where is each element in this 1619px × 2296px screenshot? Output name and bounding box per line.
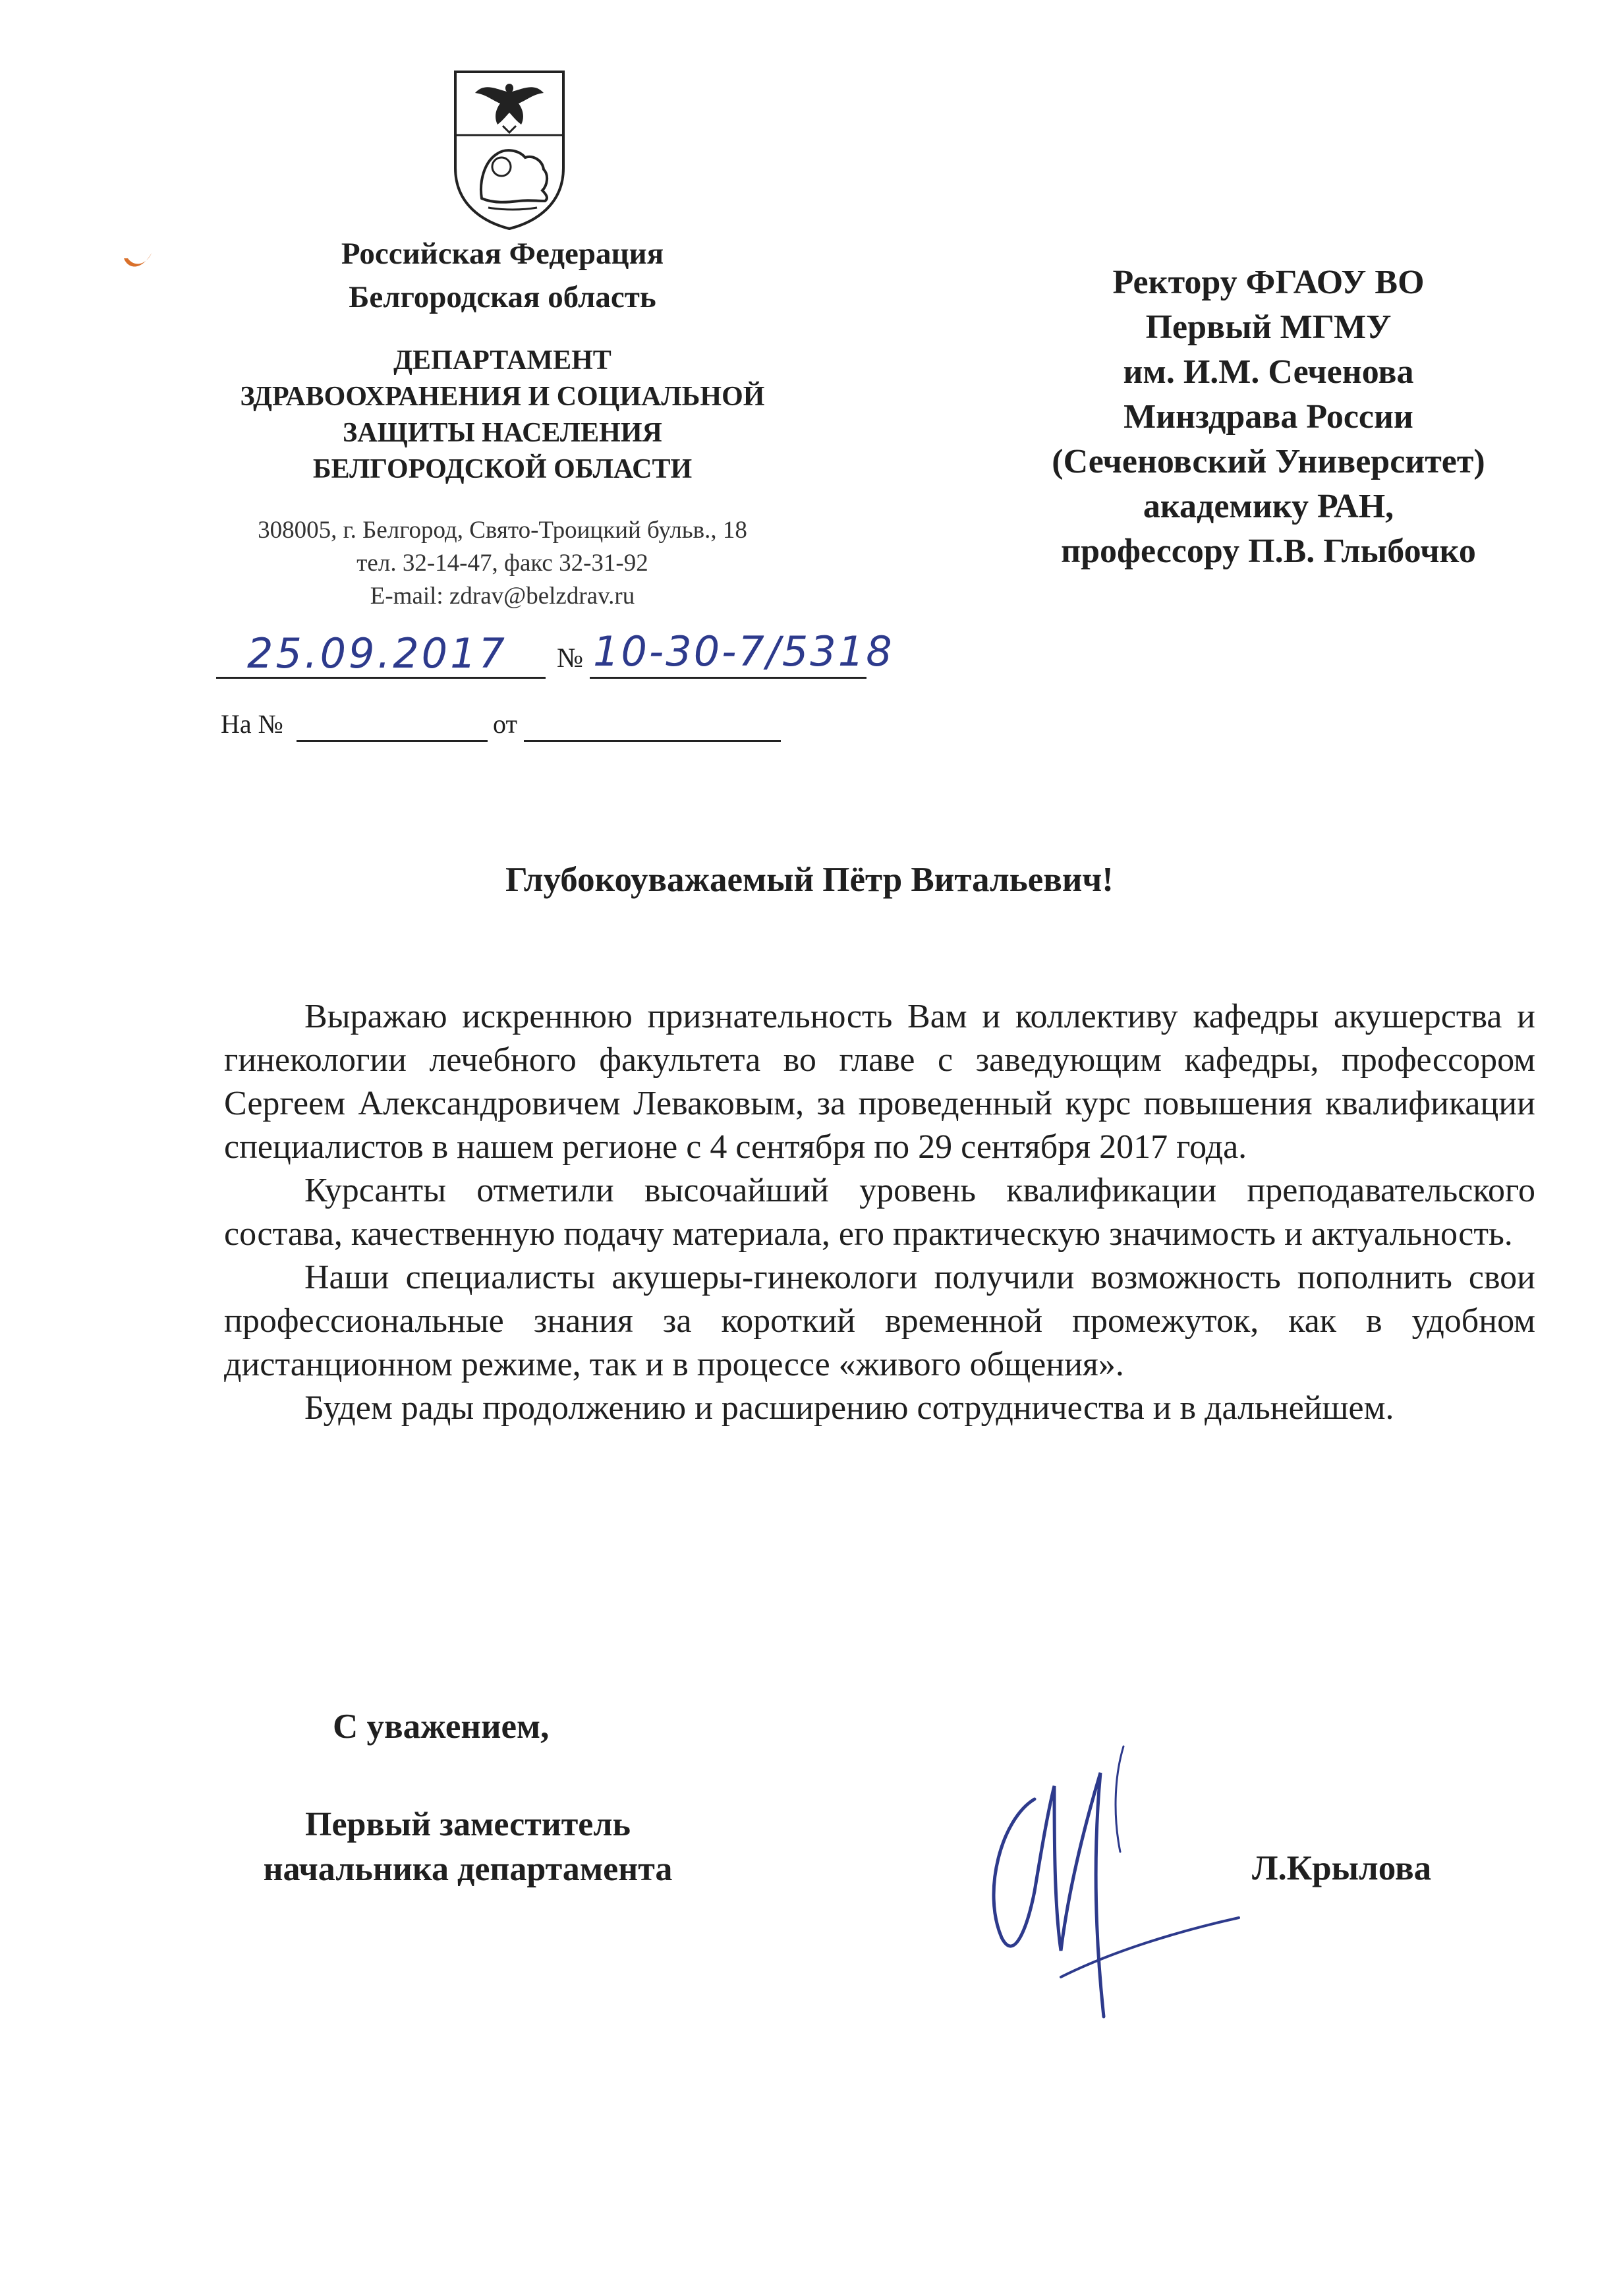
reference-number-blank bbox=[297, 740, 488, 742]
recipient-line: (Сеченовский Университет) bbox=[1052, 443, 1485, 480]
email-address: E-mail: zdrav@belzdrav.ru bbox=[370, 583, 635, 610]
recipient-line: им. И.М. Сеченова bbox=[1123, 353, 1414, 391]
reference-number-label: На № bbox=[221, 709, 283, 739]
recipient-line: Минздрава России bbox=[1123, 398, 1413, 436]
department-name-block bbox=[119, 343, 886, 488]
recipient-line: Первый МГМУ bbox=[1145, 308, 1392, 346]
region-name: Белгородская область bbox=[349, 280, 656, 314]
registration-number: 10-30-7/5318 bbox=[593, 627, 894, 675]
reference-date-label: от bbox=[493, 709, 517, 739]
number-underline bbox=[590, 677, 866, 679]
recipient-line: академику РАН, bbox=[1143, 488, 1394, 525]
recipient-block bbox=[969, 260, 1568, 574]
postal-address: 308005, г. Белгород, Свято-Троицкий бульв., 18 bbox=[258, 517, 747, 544]
body-paragraph: Наши специалисты акушеры-гинекологи получили возможность пополнить свои профессиональные знания за короткий временной промежуток, как в удобном дистанционном режиме, так и в процессе «живого общения». bbox=[224, 1259, 1535, 1383]
signer-name: Л.Крылова bbox=[1252, 1849, 1432, 1887]
phone-fax: тел. 32-14-47, факс 32-31-92 bbox=[356, 550, 648, 577]
salutation: Глубокоуважаемый Пётр Витальевич! bbox=[505, 861, 1114, 899]
body-paragraph: Курсанты отметили высочайший уровень квалификации преподавательского состава, качественную подачу материала, его практическую значимость и актуальность. bbox=[224, 1172, 1535, 1253]
date-underline bbox=[216, 677, 546, 679]
department-line: ДЕПАРТАМЕНТ bbox=[393, 345, 611, 376]
body-paragraph: Выражаю искреннюю признательность Вам и коллективу кафедры акушерства и гинекологии лечебного факультета во главе с заведующим кафедры, профессором Сергеем Александровичем Леваковым, за проведенный курс повышения квалификации специалистов в нашем регионе с 4 сентября по 29 сентября 2017 года. bbox=[224, 998, 1535, 1166]
department-line: ЗАЩИТЫ НАСЕЛЕНИЯ bbox=[343, 418, 662, 448]
department-line: БЕЛГОРОДСКОЙ ОБЛАСТИ bbox=[312, 454, 693, 484]
letter-body bbox=[224, 995, 1535, 1430]
closing-regards: С уважением, bbox=[333, 1708, 550, 1746]
contact-block bbox=[119, 514, 886, 613]
issuer-country-block bbox=[119, 232, 886, 319]
registration-date: 25.09.2017 bbox=[247, 629, 507, 677]
coat-of-arms-icon bbox=[450, 69, 569, 231]
reference-date-blank bbox=[524, 740, 781, 742]
handwritten-signature bbox=[955, 1740, 1265, 2030]
number-sign: № bbox=[557, 643, 584, 674]
recipient-line: Ректору ФГАОУ ВО bbox=[1112, 264, 1425, 301]
signer-title bbox=[211, 1802, 725, 1892]
signer-title-line: начальника департамента bbox=[263, 1851, 673, 1888]
recipient-line: профессору П.В. Глыбочко bbox=[1061, 532, 1476, 570]
department-line: ЗДРАВООХРАНЕНИЯ И СОЦИАЛЬНОЙ bbox=[240, 382, 765, 412]
country-name: Российская Федерация bbox=[341, 237, 664, 271]
body-paragraph: Будем рады продолжению и расширению сотрудничества и в дальнейшем. bbox=[304, 1389, 1394, 1427]
signer-title-line: Первый заместитель bbox=[305, 1806, 631, 1843]
